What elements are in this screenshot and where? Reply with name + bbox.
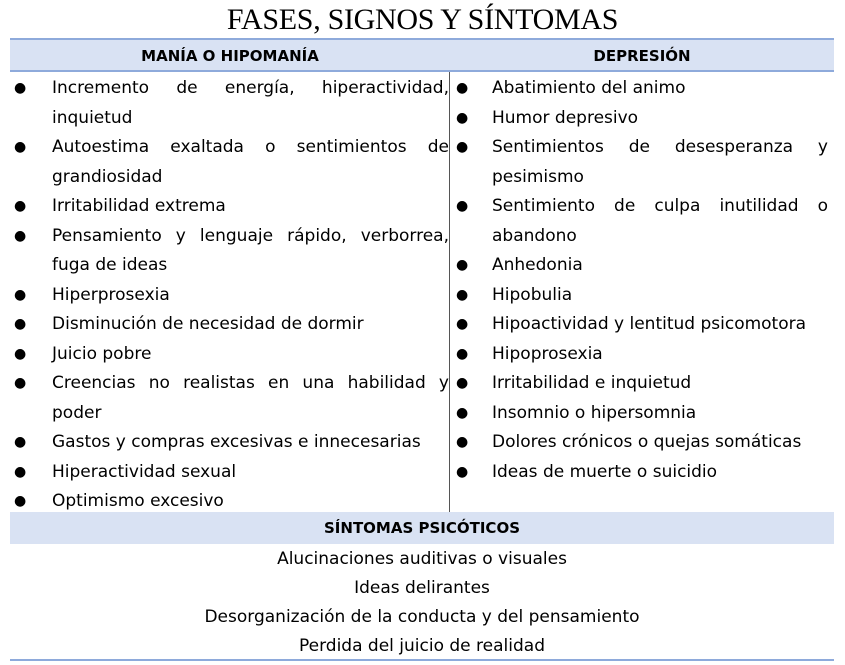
list-item [450,281,828,311]
bullet-icon: ● [14,434,27,450]
bullet-icon: ● [14,375,27,391]
list-item-text: Irritabilidad e inquietud [492,373,692,393]
bullet-icon: ● [14,345,27,362]
list-item-text: Dolores crónicos o quejas somáticas [492,432,802,452]
bullet-icon: ● [14,286,27,303]
mania-column [10,72,450,512]
bullet-icon: ● [456,109,469,126]
list-item-text: Sentimiento de culpa inutilidad o abandono [492,196,828,246]
list-item [10,428,449,458]
bullet-icon: ● [456,286,469,303]
bullet-icon: ● [456,257,469,273]
list-item-text: Optimismo excesivo [52,491,224,511]
bullet-icon: ● [456,316,469,332]
list-item-text: Anhedonia [492,255,583,275]
list-item-text: Sentimientos de desesperanza y pesimismo [492,137,828,187]
list-item [450,133,828,192]
psicoticos-list [10,544,834,661]
bullet-icon: ● [14,463,27,480]
psicoticos-item: Desorganización de la conducta y del pensamiento [204,607,640,627]
bullet-icon: ● [14,198,27,214]
bullet-icon: ● [456,345,469,362]
list-item-text: Incremento de energía, hiperactividad, inquietud [52,78,449,128]
list-item [450,399,828,429]
list-item-text: Juicio pobre [52,343,152,364]
list-item-text: Abatimiento del animo [492,78,686,98]
list-item-text: Insomnio o hipersomnia [492,402,697,423]
list-item [450,104,828,134]
list-item-text: Gastos y compras excesivas e innecesarias [52,432,421,452]
list-item [450,74,828,104]
list-item-text: Hipoactividad y lentitud psicomotora [492,314,807,334]
list-item [450,458,828,488]
bullet-icon: ● [456,404,469,421]
bullet-icon: ● [14,316,27,332]
mania-list [10,74,449,517]
list-item-text: Hipoprosexia [492,343,603,364]
list-item [10,310,449,340]
table-body-row [10,72,834,512]
list-item [10,133,449,192]
bullet-icon: ● [456,139,469,155]
list-item-text: Ideas de muerte o suicidio [492,461,718,482]
list-item [450,428,828,458]
list-item-text: Hiperactividad sexual [52,461,237,482]
list-item [450,310,828,340]
list-item-text: Irritabilidad extrema [52,196,226,216]
list-item-text: Disminución de necesidad de dormir [52,314,364,334]
list-item [10,369,449,428]
bullet-icon: ● [456,80,469,96]
bullet-icon: ● [14,227,27,244]
list-item-text: Creencias no realistas en una habilidad y poder [52,373,449,423]
psicoticos-item: Alucinaciones auditivas o visuales [277,549,567,569]
bullet-icon: ● [14,139,27,155]
bullet-icon: ● [456,434,469,450]
list-item [10,222,449,281]
depresion-list [450,74,828,487]
psicoticos-header: SÍNTOMAS PSICÓTICOS [10,512,834,544]
psicoticos-item: Ideas delirantes [354,578,490,598]
bullet-icon: ● [14,493,27,509]
list-item [10,192,449,222]
list-item [10,281,449,311]
list-item [10,74,449,133]
bullet-icon: ● [14,80,27,96]
psicoticos-item: Perdida del juicio de realidad [299,636,545,656]
list-item [450,251,828,281]
list-item-text: Hipobulia [492,284,573,305]
list-item [450,192,828,251]
list-item [450,340,828,370]
list-item-text: Hiperprosexia [52,284,170,305]
bullet-icon: ● [456,375,469,391]
list-item-text: Pensamiento y lenguaje rápido, verborrea, fuga de ideas [52,225,449,275]
mania-header: MANÍA O HIPOMANÍA [10,40,450,72]
table-header-row [10,38,834,72]
list-item [10,458,449,488]
list-item [450,369,828,399]
list-item [10,487,449,517]
list-item-text: Humor depresivo [492,107,639,128]
depresion-column [450,72,834,512]
bullet-icon: ● [456,198,469,214]
list-item [10,340,449,370]
symptoms-table [10,38,834,661]
depresion-header: DEPRESIÓN [450,40,834,72]
page-title: FASES, SIGNOS Y SÍNTOMAS [226,3,619,36]
list-item-text: Autoestima exaltada o sentimientos de grandiosidad [52,137,449,187]
bullet-icon: ● [456,463,469,480]
